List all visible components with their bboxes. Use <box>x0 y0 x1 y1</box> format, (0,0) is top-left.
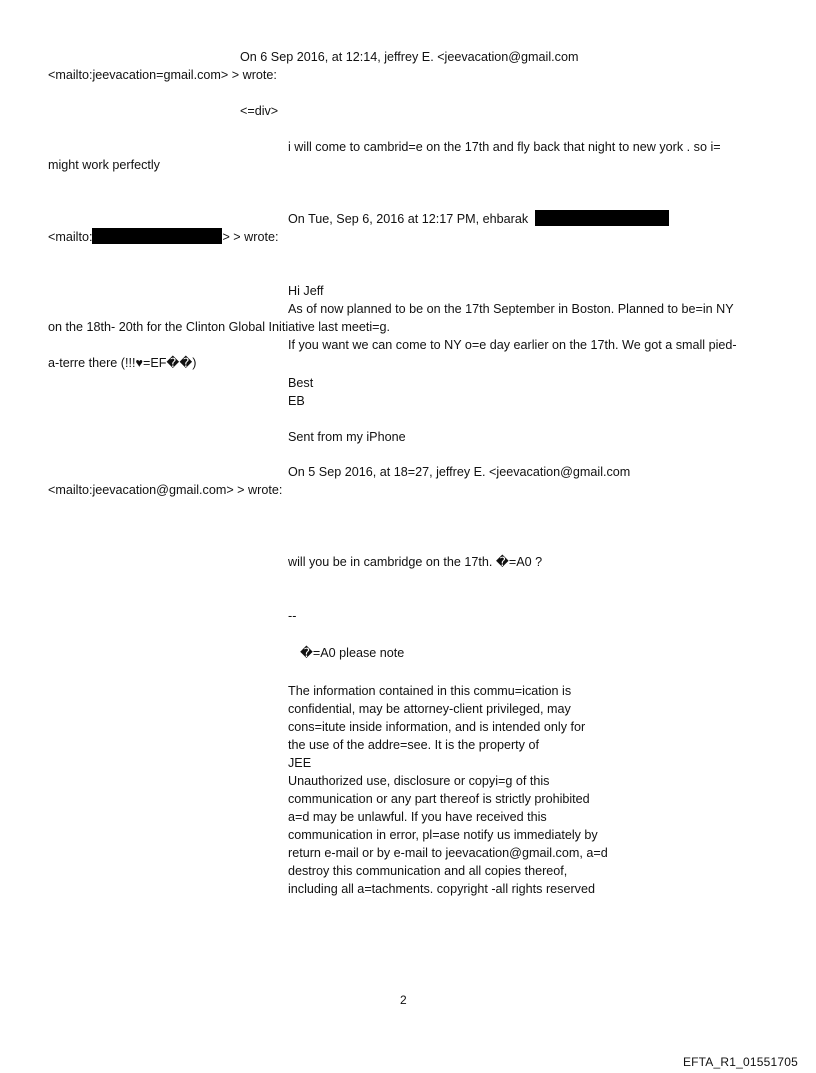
redaction-bar <box>535 210 669 226</box>
reply1-line2: might work perfectly <box>48 158 160 172</box>
disclaimer-line: The information contained in this commu=ication is <box>288 684 572 698</box>
disclaimer-line: confidential, may be attorney-client privileged, may <box>288 702 571 716</box>
div-tag: <=div> <box>240 104 279 118</box>
disclaimer-line: communication or any part thereof is strictly prohibited <box>288 792 590 806</box>
header1-line2: <mailto:jeevacation=gmail.com> > wrote: <box>48 68 277 82</box>
header3-line2: <mailto:jeevacation@gmail.com> > wrote: <box>48 483 283 497</box>
disclaimer-line: including all a=tachments. copyright -all rights reserved <box>288 882 595 896</box>
greeting: Hi Jeff <box>288 284 324 298</box>
body-line2: on the 18th- 20th for the Clinton Global Initiative last meeti=g. <box>48 320 390 334</box>
disclaimer-line: return e-mail or by e-mail to jeevacation@gmail.com, a=d <box>288 846 608 860</box>
header2-text: On Tue, Sep 6, 2016 at 12:17 PM, ehbarak <box>288 212 529 226</box>
page-number: 2 <box>400 993 407 1007</box>
signature: EB <box>288 394 305 408</box>
body-line3: If you want we can come to NY o=e day earlier on the 17th. We got a small pied- <box>288 338 737 352</box>
disclaimer-line: the use of the addre=see. It is the property of <box>288 738 539 752</box>
disclaimer-line: Unauthorized use, disclosure or copyi=g of this <box>288 774 550 788</box>
disclaimer-line: destroy this communication and all copies thereof, <box>288 864 568 878</box>
question: will you be in cambridge on the 17th. �=A0 ? <box>288 555 543 569</box>
header2-line2 <box>48 228 278 246</box>
header3-line1: On 5 Sep 2016, at 18=27, jeffrey E. <jeevacation@gmail.com <box>288 465 631 479</box>
disclaimer <box>288 682 648 898</box>
reply1-line1: i will come to cambrid=e on the 17th and fly back that night to new york . so i= <box>288 140 721 154</box>
sig-dashes: -- <box>288 609 297 623</box>
header1-line1: On 6 Sep 2016, at 12:14, jeffrey E. <jeevacation@gmail.com <box>240 50 579 64</box>
disclaimer-line: a=d may be unlawful. If you have received this <box>288 810 547 824</box>
disclaimer-line: communication in error, pl=ase notify us immediately by <box>288 828 598 842</box>
body-line1: As of now planned to be on the 17th September in Boston. Planned to be=in NY <box>288 302 734 316</box>
disclaimer-line: JEE <box>288 756 312 770</box>
mailto-suffix: > > wrote: <box>222 230 279 244</box>
mailto-prefix: <mailto: <box>48 230 93 244</box>
header2-line1 <box>288 210 669 228</box>
disclaimer-line: cons=itute inside information, and is intended only for <box>288 720 586 734</box>
redaction-bar <box>92 228 222 244</box>
please-note: �=A0 please note <box>300 646 405 660</box>
document-id: EFTA_R1_01551705 <box>682 1055 798 1069</box>
body-line4: a-terre there (!!!♥=EF��) <box>48 356 197 370</box>
sent-from: Sent from my iPhone <box>288 430 406 444</box>
closing: Best <box>288 376 314 390</box>
